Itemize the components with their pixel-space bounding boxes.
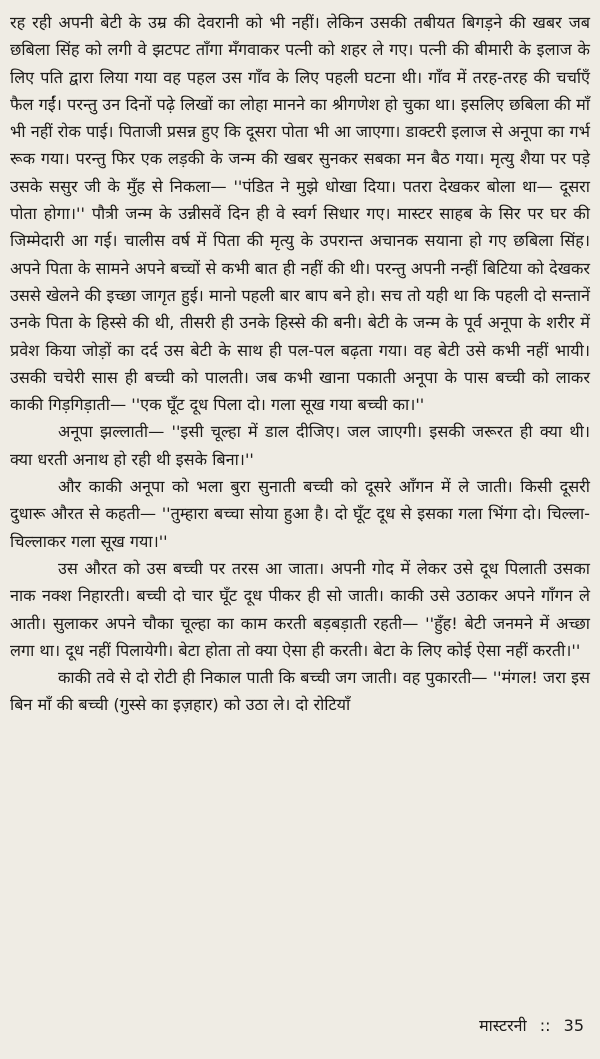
page-footer (479, 1016, 584, 1036)
paragraph-4: उस औरत को उस बच्ची पर तरस आ जाता। अपनी गोद में लेकर उसे दूध पिलाती उसका नाक नक्श निहारती। बच्ची दो चार घूँट दूध पीकर ही सो जाती। काकी उसे उठाकर अपने गाँगन ले आती। सुलाकर अपने चौका चूल्हा का काम करती बड़बड़ाती रहती— ''हुँह! बेटी जनमने में अच्छा लगा था। दूध नहीं पिलायेगी। बेटा होता तो क्या ऐसा ही करती। बेटा के लिए कोई ऐसा नहीं करती।'' (10, 558, 590, 660)
paragraph-3: और काकी अनूपा को भला बुरा सुनाती बच्ची को दूसरे आँगन में ले जाती। किसी दूसरी दुधारू औरत से कहती— ''तुम्हारा बच्चा सोया हुआ है। दो घूँट दूध से इसका गला भिंगा दो। चिल्ला-चिल्लाकर गला सूख गया।'' (10, 477, 590, 551)
footer-separator: :: (539, 1016, 551, 1035)
running-title: मास्टरनी (479, 1016, 527, 1035)
body-text (10, 9, 590, 719)
page-number: 35 (563, 1016, 584, 1035)
paragraph-2: अनूपा झल्लाती— ''इसी चूल्हा में डाल दीजिए। जल जाएगी। इसकी जरूरत ही क्या थी। क्या धरती अनाथ हो रही थी इसके बिना।'' (10, 422, 590, 469)
paragraph-5: काकी तवे से दो रोटी ही निकाल पाती कि बच्ची जग जाती। वह पुकारती— ''मंगल! जरा इस बिन माँ की बच्ची (गुस्से का इज़हार) को उठा ले। दो रोटियाँ (10, 668, 590, 715)
paragraph-1: रह रही अपनी बेटी के उम्र की देवरानी को भी नहीं। लेकिन उसकी तबीयत बिगड़ने की खबर जब छबिला सिंह को लगी वे झटपट ताँगा मँगवाकर पत्नी को शहर ले गए। पत्नी की बीमारी के इलाज के लिए पति द्वारा लिया गया वह पहल उस गाँव के लिए पहली घटना थी। गाँव में तरह-तरह की चर्चाएँ फैल गईं। परन्तु उन दिनों पढ़े लिखों का लोहा मानने का श्रीगणेश हो चुका था। इसलिए छबिला की माँ भी नहीं रोक पाई। पिताजी प्रसन्न हुए कि दूसरा पोता भी आ जाएगा। डाक्टरी इलाज से अनूपा का गर्भ रूक गया। परन्तु फिर एक लड़की के जन्म की खबर सुनकर सबका मन बैठ गया। मृत्यु शैया पर पड़े उसके ससुर जी के मुँह से निकला— ''पंडित ने मुझे धोखा दिया। पतरा देखकर बोला था— दूसरा पोता होगा।'' पौत्री जन्म के उन्नीसवें दिन ही वे स्वर्ग सिधार गए। मास्टर साहब के सिर पर घर की जिम्मेदारी आ गई। चालीस वर्ष में पिता की मृत्यु के उपरान्त अचानक सयाना हो गए छबिला सिंह। अपने पिता के सामने अपने बच्चों से कभी बात ही नहीं की थी। परन्तु अपनी नन्हीं बिटिया को देखकर उससे खेलने की इच्छा जागृत हुई। मानो पहली बार बाप बने हो। सच तो यही था कि पहली दो सन्तानें उनके पिता के हिस्से की थी, तीसरी ही उनके हिस्से की बनी। बेटी के जन्म के पूर्व अनूपा के शरीर में प्रवेश किया जोड़ों का दर्द उस बेटी के साथ ही पल-पल बढ़ता गया। वह बेटी उसे कभी नहीं भायी। उसकी चचेरी सास ही बच्ची को पालती। जब कभी खाना पकाती अनूपा के पास बच्ची को लाकर काकी गिड़गिड़ाती— ''एक घूँट दूध पिला दो। गला सूख गया बच्ची का।'' (10, 13, 590, 415)
